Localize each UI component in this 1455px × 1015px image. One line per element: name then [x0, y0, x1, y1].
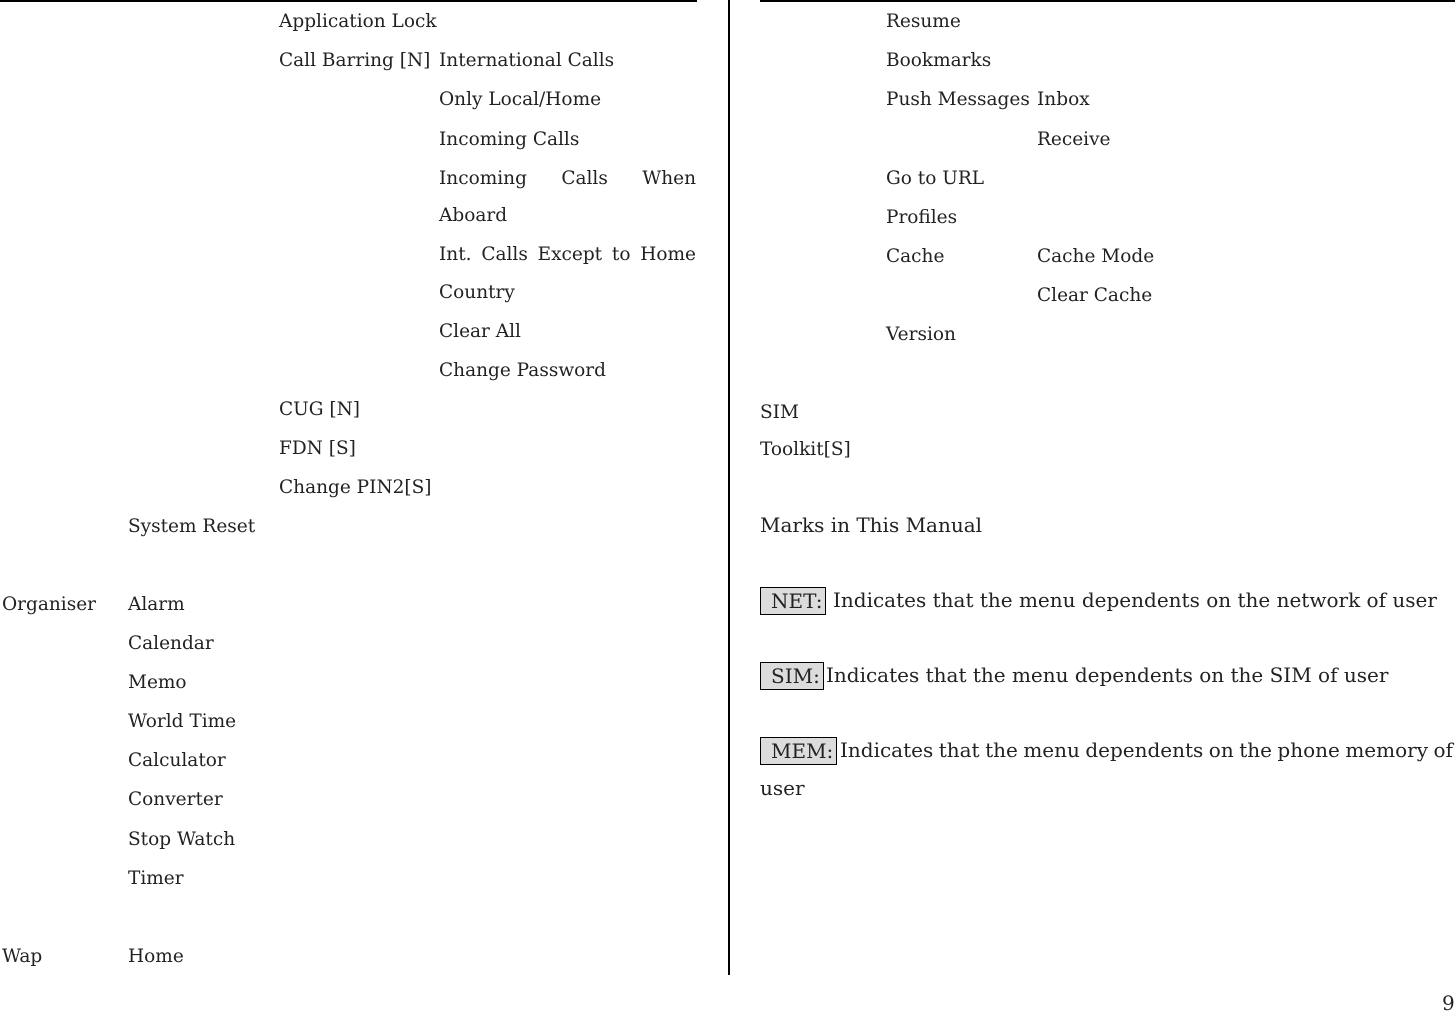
- word: of: [1433, 738, 1453, 762]
- word: Except: [537, 244, 603, 265]
- menu-push-messages: Push Messages: [886, 89, 1030, 110]
- organiser-item: Alarm: [128, 594, 185, 615]
- word: Indicates: [840, 738, 934, 762]
- page-number: 9: [1442, 991, 1455, 1015]
- word: the: [985, 738, 1018, 762]
- menu-international-calls: International Calls: [439, 50, 615, 71]
- word: to: [611, 244, 631, 265]
- word: Int.: [439, 244, 472, 265]
- menu-int-except-home-cont: Country: [439, 282, 515, 303]
- marks-heading: Marks in This Manual: [760, 513, 983, 537]
- menu-int-except-home: [439, 246, 696, 265]
- menu-clear-all: Clear All: [439, 321, 521, 342]
- menu-sim-toolkit-line1: SIM: [760, 402, 799, 423]
- word: When: [642, 168, 696, 189]
- menu-resume: Resume: [886, 11, 961, 32]
- right-top-rule: [760, 0, 1455, 2]
- word: the: [1239, 738, 1272, 762]
- mem-mark-description: [840, 740, 1453, 760]
- word: dependents: [1085, 738, 1204, 762]
- menu-incoming-calls: Incoming Calls: [439, 129, 580, 150]
- menu-only-local-home: Only Local/Home: [439, 89, 602, 110]
- menu-call-barring: Call Barring [N]: [279, 50, 431, 71]
- menu-change-pin2: Change PIN2[S]: [279, 477, 432, 498]
- column-divider: [728, 0, 730, 975]
- menu-cug: CUG [N]: [279, 399, 361, 420]
- menu-bookmarks: Bookmarks: [886, 50, 992, 71]
- menu-incoming-when-aboard-cont: Aboard: [439, 205, 508, 226]
- menu-incoming-when-aboard: [439, 170, 696, 189]
- organiser-item: Calendar: [128, 633, 214, 654]
- organiser-item: Memo: [128, 672, 187, 693]
- menu-profiles: Profiles: [886, 207, 958, 228]
- organiser-item: World Time: [128, 711, 237, 732]
- menu-wap: Wap: [2, 946, 43, 967]
- mem-mark-description-cont: user: [760, 776, 805, 800]
- organiser-item: Stop Watch: [128, 829, 236, 850]
- menu-organiser: Organiser: [2, 594, 96, 615]
- left-top-rule: [0, 0, 697, 2]
- net-mark-description: Indicates that the menu dependents on the network of user: [833, 588, 1437, 612]
- menu-fdn: FDN [S]: [279, 438, 356, 459]
- mem-mark-badge: MEM:: [760, 737, 837, 765]
- word: Incoming: [439, 168, 527, 189]
- word: on: [1208, 738, 1234, 762]
- menu-receive: Receive: [1037, 129, 1111, 150]
- sim-mark-description: Indicates that the menu dependents on the SIM of user: [826, 663, 1389, 687]
- net-mark-badge: NET:: [760, 587, 826, 615]
- word: phone: [1277, 738, 1340, 762]
- menu-sim-toolkit-line2: Toolkit[S]: [760, 439, 851, 460]
- sim-mark-badge: SIM:: [760, 662, 824, 690]
- menu-cache: Cache: [886, 246, 945, 267]
- menu-change-password: Change Password: [439, 360, 606, 381]
- organiser-item: Timer: [128, 868, 184, 889]
- word: Calls: [481, 244, 528, 265]
- menu-cache-mode: Cache Mode: [1037, 246, 1155, 267]
- menu-inbox: Inbox: [1037, 89, 1090, 110]
- word: Home: [640, 244, 696, 265]
- word: that: [938, 738, 980, 762]
- menu-application-lock: Application Lock: [279, 11, 437, 32]
- menu-wap-home: Home: [128, 946, 184, 967]
- organiser-item: Calculator: [128, 750, 226, 771]
- word: memory: [1345, 738, 1429, 762]
- menu-version: Version: [886, 324, 956, 345]
- word: menu: [1023, 738, 1080, 762]
- menu-go-to-url: Go to URL: [886, 168, 985, 189]
- word: Calls: [561, 168, 608, 189]
- menu-system-reset: System Reset: [128, 516, 256, 537]
- menu-clear-cache: Clear Cache: [1037, 285, 1153, 306]
- organiser-item: Converter: [128, 789, 223, 810]
